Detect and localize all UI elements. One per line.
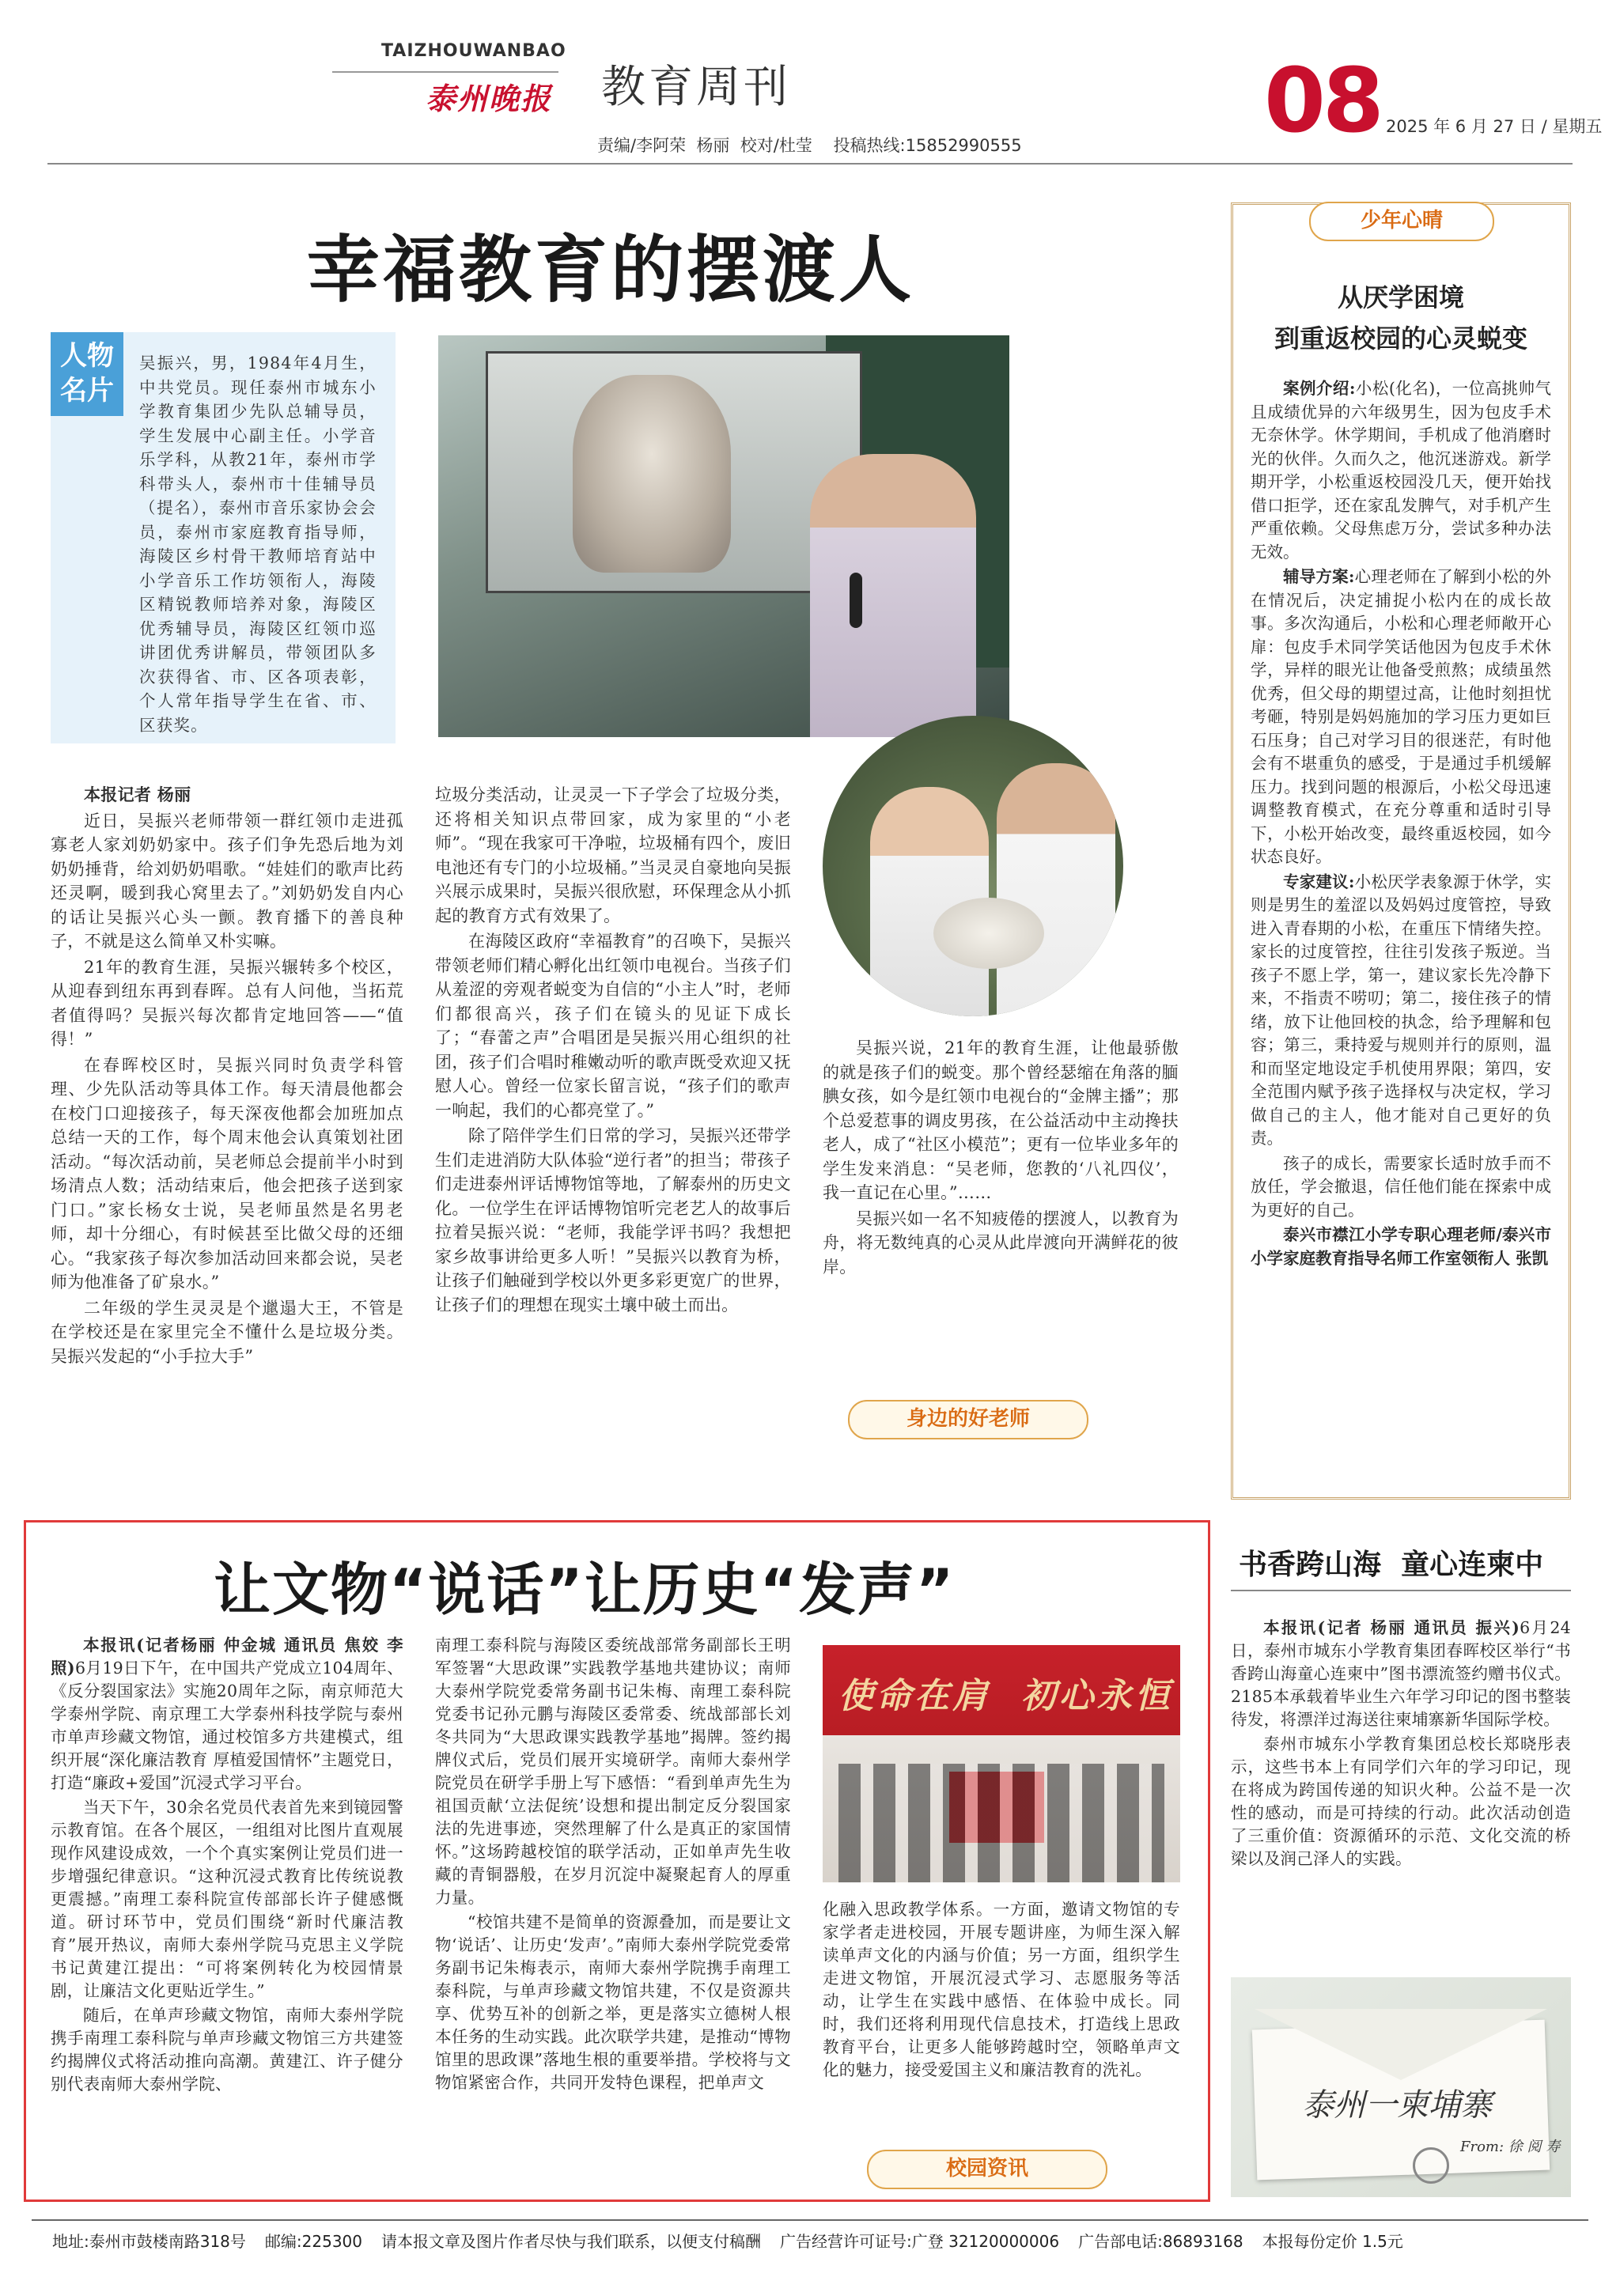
column-tag-good-teacher: 身边的好老师 [848, 1400, 1088, 1439]
guide-label: 辅导方案: [1283, 567, 1355, 586]
books-lead-paragraph [1231, 1617, 1571, 1731]
profile-box [51, 332, 396, 743]
case-text: 小松(化名)，一位高挑帅气且成绩优异的六年级男生，因为包皮手术无奈休学。休学期间，手机成了他消磨时光的伙伴。久而久之，他沉迷游戏。新学期开学，小松重返校园没几天，便开始找借口拒学，还在家乱发脾气，对手机产生严重依赖。父母焦虑万分，尝试多种办法无效。 [1251, 379, 1551, 562]
column-tag-campus-news: 校园资讯 [867, 2150, 1107, 2189]
books-body [1231, 1617, 1571, 1872]
group-photo [823, 1645, 1180, 1882]
masthead-rule-left [332, 71, 558, 73]
paragraph: 泰州市城东小学教育集团总校长郑晓彤表示，这些书本上有同学们六年的学习印记，现在将成为跨国传递的知识火种。公益不是一次性的感动，而是可持续的行动。此次活动创造了三重价值：资源循环的示范、文化交流的桥梁以及润己泽人的实践。 [1231, 1734, 1571, 1868]
main-col-2 [435, 783, 791, 1318]
paragraph: 南理工泰科院与海陵区委统战部常务副部长王明军签署“大思政课”实践教学基地共建协议；南师大泰州学院党委常务副书记朱梅、南理工泰科院党委书记孙元鹏与海陵区委常委、统战部部长刘冬共同为“大思政课实践教学基地”揭牌。签约揭牌仪式后，党员们展开实境研学。南师大泰州学院党员在研学手册上写下感悟：“看到单声先生为祖国贡献‘立法促统’设想和提出制定反分裂国家法的先进事迹，突然理解了什么是真正的家国情怀。”这场跨越校馆的联学活动，正如单声先生收藏的青铜器般，在岁月沉淀中凝聚起育人的厚重力量。 [435, 1636, 791, 1907]
zongzi-photo [823, 716, 1123, 1016]
microphone [850, 573, 862, 628]
relics-col-2 [435, 1634, 791, 2096]
footer-notice: 请本报文章及图片作者尽快与我们联系，以便支付稿酬 [381, 2232, 762, 2251]
paragraph: 当天下午，30余名党员代表首先来到镜园警示教育馆。在各个展区，一组组对比图片直观展现作风建设成效，一个个真实案例让党员们进一步增强纪律意识。“这种沉浸式教育比传统说教更震撼。”南理工泰科院宣传部部长许子健感慨道。研讨环节中，党员们围绕“新时代廉洁教育”展开热议，南师大泰州学院马克思主义学院书记黄建江提出：“可将案例转化为校园情景剧，让廉洁文化更贴近学生。” [51, 1798, 403, 2000]
author-credit: 泰兴市襟江小学专职心理老师/泰兴市小学家庭教育指导名师工作室领衔人 张凯 [1251, 1225, 1551, 1268]
card-charm [1413, 2147, 1449, 2184]
paragraph: 随后，在单声珍藏文物馆，南师大泰州学院携手南理工泰科院与单声珍藏文物馆三方共建签约揭牌仪式将活动推向高潮。黄建江、许子健分别代表南师大泰州学院、 [51, 2006, 403, 2094]
closing-paragraph: 孩子的成长，需要家长适时放手而不放任，学会撤退，信任他们能在探索中成为更好的自己。 [1251, 1153, 1551, 1220]
footer [52, 2229, 1579, 2252]
paragraph: 除了陪伴学生们日常的学习，吴振兴还带学生们走进消防大队体验“逆行者”的担当；带孩子们走进泰州评话博物馆等地，了解泰州的历史文化。一位学生在评话博物馆听完老艺人的故事后拉着吴振兴说：“老师，我能学评书吗？我想把家乡故事讲给更多人听！”吴振兴以教育为桥，让孩子们触碰到学校以外更多彩更宽广的世界，让孩子们的理想在现实土壤中破土而出。 [435, 1126, 791, 1314]
footer-address: 地址:泰州市鼓楼南路318号 [52, 2232, 246, 2251]
paragraph: 吴振兴如一名不知疲倦的摆渡人，以教育为舟，将无数纯真的心灵从此岸渡向开满鲜花的彼岸。 [823, 1209, 1179, 1277]
footer-price: 本报每份定价 1.5元 [1262, 2232, 1403, 2251]
expert-text: 小松厌学表象源于休学，实则是男生的羞涩以及妈妈过度管控，导致进入青春期的小松，在重压下情绪失控。家长的过度管控，往往引发孩子叛逆。当孩子不愿上学，第一，建议家长先冷静下来，不指责不唠叨；第二，接住孩子的情绪，放下让他回校的执念，给予理解和包容；第三，秉持爱与规则并行的原则，温和而坚定地设定手机使用界限；第四，安全范围内赋予孩子选择权与决定权，学习做自己的主人，他才能对自己更好的负责。 [1251, 872, 1552, 1148]
credits: 责编/李阿荣 杨丽 校对/杜莹 投稿热线:15852990555 [597, 136, 1022, 155]
books-paragraph-1: 6月24日，泰州市城东小学教育集团春晖校区举行“书香跨山海童心连柬中”图书漂流签约赠书仪式。2185本承载着毕业生六年学习印记的图书整装待发，将漂洋过海送往柬埔寨新华国际学校。 [1231, 1618, 1572, 1729]
youth-heart-box [1231, 202, 1571, 1500]
banner-text: 使命在肩 初心永恒 [838, 1676, 1173, 1716]
main-byline: 本报记者 杨丽 [84, 785, 191, 804]
expert-label: 专家建议: [1283, 872, 1355, 891]
teacher-figure [810, 454, 976, 737]
people-row [838, 1764, 1164, 1882]
youth-heart-body [1251, 377, 1551, 1272]
newspaper-logo: 泰州晚报 [426, 81, 553, 116]
books-byline: (记者 杨丽 通讯员 振兴) [1317, 1618, 1520, 1637]
masthead-rule [47, 163, 1573, 165]
masthead-pinyin: TAIZHOUWANBAO [381, 41, 566, 61]
relics-byline: (记者杨丽 仲金城 通讯员 焦姣 李照) [51, 1636, 403, 1678]
books-headline: 书香跨山海 童心连柬中 [1239, 1549, 1544, 1581]
handwritten-card-photo [1231, 1977, 1571, 2197]
paragraph: 近日，吴振兴老师带领一群红领巾走进孤寡老人家刘奶奶家中。孩子们争先恐后地为刘奶奶捶背，给刘奶奶唱歌。“娃娃们的歌声比药还灵啊，暖到我心窝里去了。”刘奶奶发自内心的话让吴振兴心头一颤。教育播下的善良种子，不就是这么简单又朴实嘛。 [51, 811, 403, 951]
section-title: 教育周刊 [601, 62, 791, 113]
relics-headline: 让文物“说话”让历史“发声” [214, 1557, 956, 1623]
paragraph: 在海陵区政府“幸福教育”的召唤下，吴振兴带领老师们精心孵化出红领巾电视台。当孩子们从羞涩的旁观者蜕变为自信的“小主人”时，老师们都很高兴，孩子们在镜头的见证下成长了；“春蕾之声”合唱团是吴振兴用心组织的社团，孩子们合唱时稚嫩动听的歌声既受欢迎又抚慰人心。曾经一位家长留言说，“孩子们的歌声一响起，我们的心都亮堂了。” [435, 932, 791, 1120]
relics-lead-paragraph [51, 1634, 403, 1795]
paragraph: “校馆共建不是简单的资源叠加，而是要让文物‘说话’、让历史‘发声’。”南师大泰州学院党委常务副书记朱梅表示，南师大泰州学院携手南理工泰科院，与单声珍藏文物馆共建，不仅是资源共享、优势互补的创新之举，更是落实立德树人根本任务的生动实践。此次联学共建，是推动“博物馆里的思政课”落地生根的重要举措。学校将与文物馆紧密合作，共同开发特色课程，把单声文 [435, 1912, 791, 2092]
card-handwriting: 泰州一柬埔寨 [1302, 2087, 1492, 2124]
relics-paragraph-1: 6月19日下午，在中国共产党成立104周年、《反分裂国家法》实施20周年之际，南京师范大学泰州学院、南京理工大学泰州科技学院与泰州市单声珍藏文物馆，通过校馆多方共建模式，组织开展“深化廉洁教育 厚植爱国情怀”主题党日，打造“廉政+爱国”沉浸式学习平台。 [51, 1659, 403, 1792]
relics-byline-lead: 本报讯 [83, 1636, 137, 1655]
youth-heart-title-1: 从厌学困境 [1337, 282, 1464, 312]
masthead [0, 0, 1620, 166]
books-byline-lead: 本报讯 [1263, 1618, 1318, 1637]
card-flap [1255, 2009, 1547, 2080]
card-from: From: 徐 阅 寿 [1460, 2139, 1561, 2155]
footer-license: 广告经营许可证号:广登 32120000006 [780, 2232, 1060, 2251]
footer-ad-phone: 广告部电话:86893168 [1078, 2232, 1243, 2251]
main-headline: 幸福教育的摆渡人 [307, 228, 915, 312]
issue-date: 2025 年 6 月 27 日 / 星期五 [1386, 117, 1603, 136]
profile-tag-label: 人物名片 [60, 340, 114, 407]
guide-text: 心理老师在了解到小松的外在情况后，决定捕捉小松内在的成长故事。多次沟通后，小松和心理老师敞开心扉：包皮手术同学笑话他因为包皮手术休学，异样的眼光让他备受煎熬；成绩虽然优秀，但父母的期望过高，让他时刻担忧考砸，特别是妈妈施加的学习压力更如巨石压身；自己对学习目的很迷茫，有时他会有不堪重负的感受，于是通过手机缓解压力。找到问题的根源后，小松父母迅速调整教育模式，在充分尊重和适时引导下，小松开始改变，最终重返校园，如今状态良好。 [1251, 567, 1552, 866]
footer-rule [32, 2219, 1588, 2221]
teacher-figure-2 [997, 763, 1115, 1016]
paragraph: 二年级的学生灵灵是个邋遢大王，不管是在学校还是在家里完全不懂什么是垃圾分类。吴振兴发起的“小手拉大手” [51, 1298, 403, 1366]
screen-elder-portrait [573, 375, 731, 573]
case-label: 案例介绍: [1283, 379, 1356, 398]
books-rule [1231, 1590, 1571, 1591]
paragraph: 在春晖校区时，吴振兴同时负责学科管理、少先队活动等具体工作。每天清晨他都会在校门口迎接孩子，每天深夜他都会加班加点总结一天的工作，每个周末他会认真策划社团活动。“每次活动前，吴老师总会提前半小时到场清点人数；活动结束后，他会把孩子送到家门口。”家长杨女士说，吴老师虽然是名男老师，却十分细心，有时候甚至比做父母的还细心。“我家孩子每次参加活动回来都会说，吴老师为他准备了矿泉水。” [51, 1055, 403, 1292]
main-col-1 [51, 783, 403, 1370]
relics-col-1 [51, 1634, 403, 2097]
paragraph: 吴振兴说，21年的教育生涯，让他最骄傲的就是孩子们的蜕变。那个曾经瑟缩在角落的腼腆女孩，如今是红领巾电视台的“金牌主播”；那个总爱惹事的调皮男孩，在公益活动中主动搀扶老人，成了“社区小模范”；更有一位毕业多年的学生发来消息：“吴老师，您教的‘八礼四仪’，我一直记在心里。”…… [823, 1038, 1179, 1202]
case-paragraph [1251, 377, 1551, 564]
relics-col-3 [823, 1898, 1180, 2083]
paragraph: 化融入思政教学体系。一方面，邀请文物馆的专家学者走进校园，开展专题讲座，为师生深入解读单声文化的内涵与价值；另一方面，组织学生走进文物馆，开展沉浸式学习、志愿服务等活动，让学生在实践中感悟、在体验中成长。同时，我们还将利用现代信息技术，打造线上思政教育平台，让更多人能够跨越时空，领略单声文化的魅力，接受爱国主义和廉洁教育的洗礼。 [823, 1900, 1180, 2079]
main-col-3 [823, 1036, 1179, 1280]
youth-heart-tag: 少年心晴 [1309, 202, 1494, 241]
guide-paragraph [1251, 565, 1551, 869]
paragraph: 垃圾分类活动，让灵灵一下子学会了垃圾分类，还将相关知识点带回家，成为家里的“小老师”。“现在我家可干净啦，垃圾桶有四个，废旧电池还有专门的小垃圾桶。”当灵灵自豪地向吴振兴展示成果时，吴振兴很欣慰，环保理念从小抓起的教育方式有效果了。 [435, 785, 791, 925]
footer-postcode: 邮编:225300 [264, 2232, 363, 2251]
profile-tag [51, 332, 123, 416]
profile-text: 吴振兴，男，1984年4月生，中共党员。现任泰州市城东小学教育集团少先队总辅导员，学生发展中心副主任。小学音乐学科，从教21年，泰州市学科带头人，泰州市十佳辅导员（提名），泰州市音乐家协会会员，泰州市家庭教育指导师，海陵区乡村骨干教师培育站中小学音乐工作坊领衔人，海陵区精锐教师培养对象，海陵区优秀辅导员，海陵区红领巾巡讲团优秀讲解员，带领团队多次获得省、市、区各项表彰，个人常年指导学生在省、市、区获奖。 [139, 354, 377, 735]
page-number: 08 [1264, 50, 1381, 153]
rice-bowl [933, 898, 1044, 969]
paragraph: 21年的教育生涯，吴振兴辗转多个校区，从迎春到纽东再到春晖。总有人问他，当拓荒者值得吗？吴振兴每次都肯定地回答——“值得！” [51, 957, 403, 1049]
youth-heart-title-2: 到重返校园的心灵蜕变 [1274, 323, 1527, 354]
expert-paragraph [1251, 871, 1551, 1151]
classroom-photo [438, 335, 1009, 737]
